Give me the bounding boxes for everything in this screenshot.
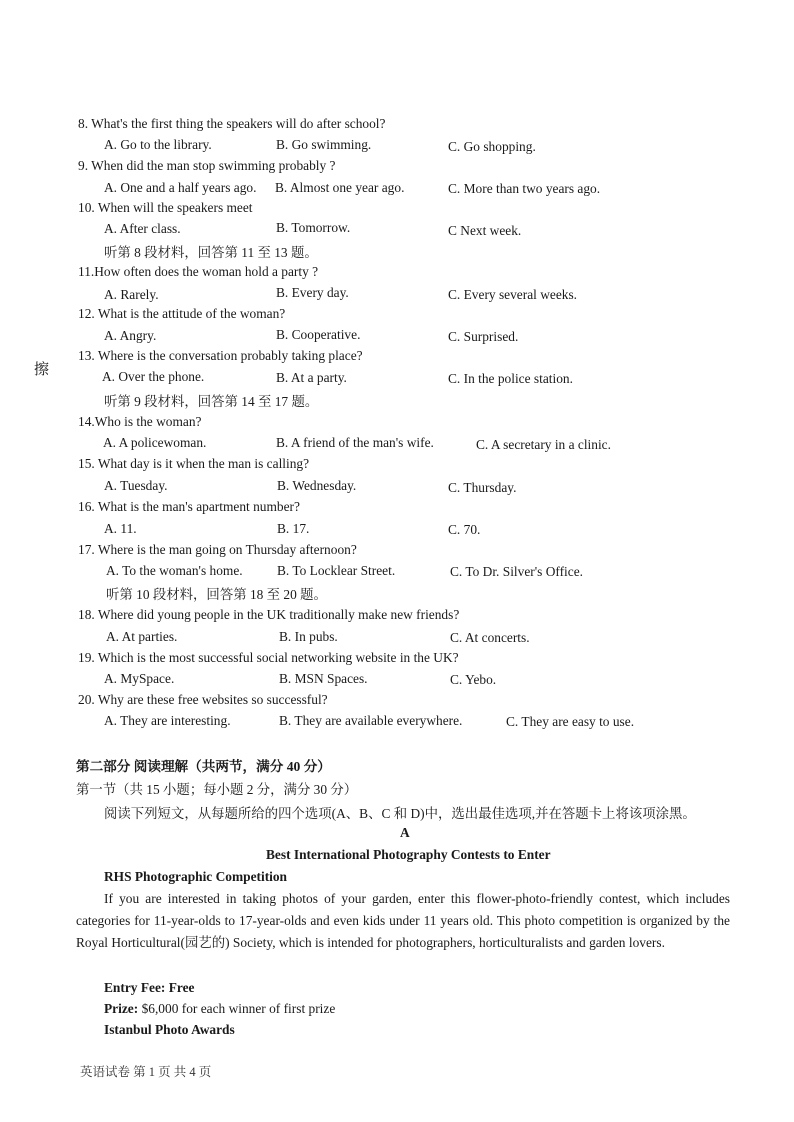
part-2-heading: 第二部分 阅读理解（共两节，满分 40 分） <box>76 759 331 774</box>
passage-title: Best International Photography Contests to Enter <box>266 847 551 862</box>
q18-option-c: C. At concerts. <box>450 630 530 645</box>
question-18-stem: 18. Where did young people in the UK traditionally make new friends? <box>78 607 460 622</box>
question-11-stem: 11.How often does the woman hold a party ? <box>78 264 319 279</box>
q19-option-a: A. MySpace. <box>104 671 175 686</box>
q16-option-a: A. 11. <box>104 521 137 536</box>
paragraph-rhs: If you are interested in taking photos of your garden, enter this flower-photo-friendly contest, which includes categories for 11-year-olds to 17-year-olds and even kids under 11 years old. This photo competition is organized by the Royal Horticultural(园艺的) Society, which is intended for photographers, horticulturalists and garden lovers. <box>76 891 730 950</box>
q10-option-c: C Next week. <box>448 223 522 238</box>
question-8-stem: 8. What's the first thing the speakers will do after school? <box>78 116 386 131</box>
q11-option-c: C. Every several weeks. <box>448 287 578 302</box>
q14-option-a: A. A policewoman. <box>103 435 207 450</box>
q14-option-b: B. A friend of the man's wife. <box>276 435 434 450</box>
q17-option-a: A. To the woman's home. <box>106 563 243 578</box>
q12-option-c: C. Surprised. <box>448 329 519 344</box>
q19-option-c: C. Yebo. <box>450 672 497 687</box>
q11-option-b: B. Every day. <box>276 285 349 300</box>
q18-option-a: A. At parties. <box>106 629 178 644</box>
material-8-instruction: 听第 8 段材料，回答第 11 至 13 题。 <box>104 245 318 260</box>
question-12-stem: 12. What is the attitude of the woman? <box>78 306 286 321</box>
q9-option-a: A. One and a half years ago. <box>104 180 257 195</box>
q20-option-a: A. They are interesting. <box>104 713 231 728</box>
q14-option-c: C. A secretary in a clinic. <box>476 437 611 452</box>
question-15-stem: 15. What day is it when the man is calling? <box>78 456 310 471</box>
q8-option-c: C. Go shopping. <box>448 139 536 154</box>
prize-label: Prize: <box>104 1001 139 1016</box>
side-mark: 擦 <box>34 362 50 378</box>
prize-line <box>104 1001 335 1017</box>
question-19-stem: 19. Which is the most successful social networking website in the UK? <box>78 650 459 665</box>
q13-option-b: B. At a party. <box>276 370 347 385</box>
q15-option-b: B. Wednesday. <box>277 478 357 493</box>
q10-option-a: A. After class. <box>104 221 181 236</box>
q10-option-b: B. Tomorrow. <box>276 220 351 235</box>
q16-option-b: B. 17. <box>277 521 310 536</box>
q20-option-c: C. They are easy to use. <box>506 714 635 729</box>
prize-value: $6,000 for each winner of first prize <box>141 1001 336 1016</box>
reading-directions: 阅读下列短文，从每题所给的四个选项(A、B、C 和 D)中，选出最佳选项,并在答题卡上将该项涂黑。 <box>104 806 696 821</box>
material-10-instruction: 听第 10 段材料，回答第 18 至 20 题。 <box>106 587 327 602</box>
q15-option-a: A. Tuesday. <box>104 478 168 493</box>
q8-option-a: A. Go to the library. <box>104 137 212 152</box>
q20-option-b: B. They are available everywhere. <box>279 713 463 728</box>
question-17-stem: 17. Where is the man going on Thursday afternoon? <box>78 542 357 557</box>
subheading-istanbul: Istanbul Photo Awards <box>104 1022 235 1037</box>
material-9-instruction: 听第 9 段材料，回答第 14 至 17 题。 <box>104 394 319 409</box>
q13-option-c: C. In the police station. <box>448 371 573 386</box>
q12-option-b: B. Cooperative. <box>276 327 361 342</box>
entry-fee: Entry Fee: Free <box>104 980 195 995</box>
q15-option-c: C. Thursday. <box>448 480 517 495</box>
q17-option-c: C. To Dr. Silver's Office. <box>450 564 584 579</box>
q12-option-a: A. Angry. <box>104 328 157 343</box>
subheading-rhs: RHS Photographic Competition <box>104 869 288 884</box>
question-13-stem: 13. Where is the conversation probably taking place? <box>78 348 363 363</box>
q17-option-b: B. To Locklear Street. <box>277 563 396 578</box>
q18-option-b: B. In pubs. <box>279 629 338 644</box>
q16-option-c: C. 70. <box>448 522 481 537</box>
q9-option-b: B. Almost one year ago. <box>275 180 405 195</box>
q9-option-c: C. More than two years ago. <box>448 181 601 196</box>
question-14-stem: 14.Who is the woman? <box>78 414 202 429</box>
question-9-stem: 9. When did the man stop swimming probably ? <box>78 158 336 173</box>
question-16-stem: 16. What is the man's apartment number? <box>78 499 300 514</box>
passage-letter: A <box>400 825 410 840</box>
q11-option-a: A. Rarely. <box>104 287 159 302</box>
section-1-heading: 第一节（共 15 小题；每小题 2 分，满分 30 分） <box>76 782 358 797</box>
q13-option-a: A. Over the phone. <box>102 369 205 384</box>
q19-option-b: B. MSN Spaces. <box>279 671 368 686</box>
question-10-stem: 10. When will the speakers meet <box>78 200 253 215</box>
question-20-stem: 20. Why are these free websites so successful? <box>78 692 328 707</box>
page-footer: 英语试卷 第 1 页 共 4 页 <box>80 1065 212 1079</box>
q8-option-b: B. Go swimming. <box>276 137 372 152</box>
